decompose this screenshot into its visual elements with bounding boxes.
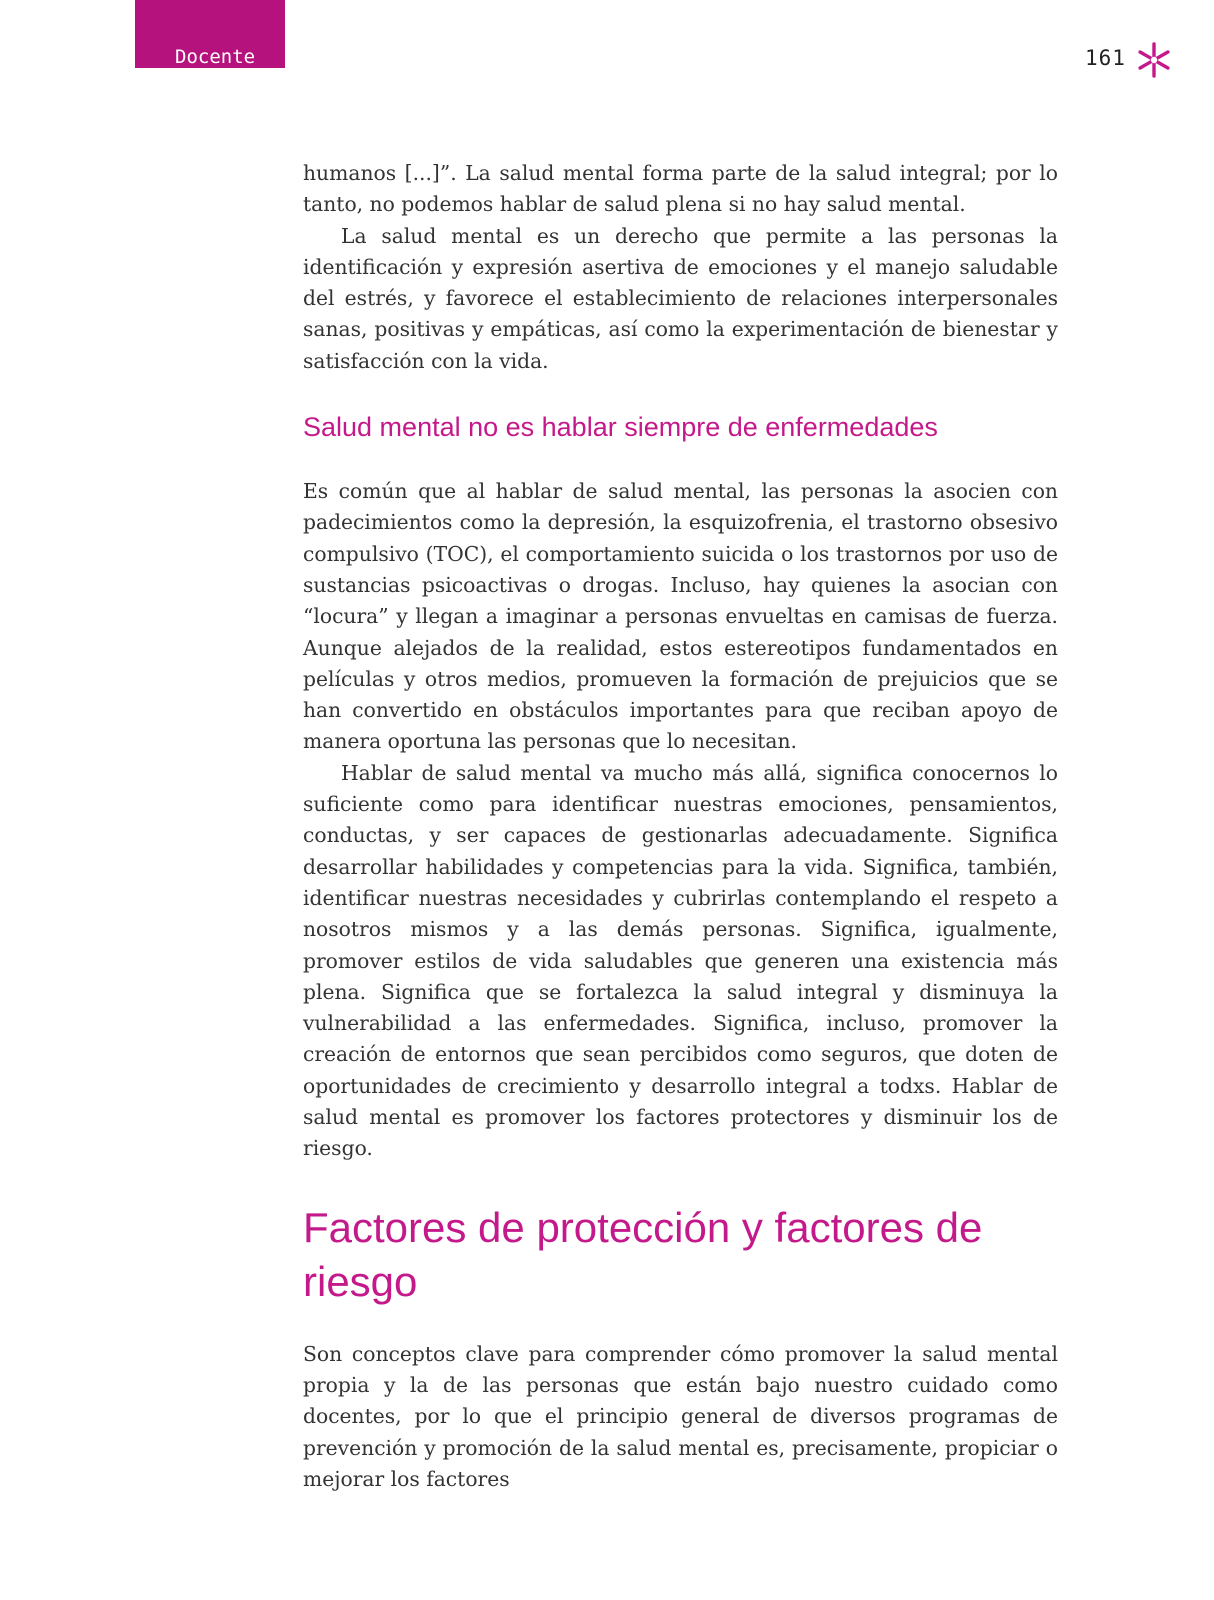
paragraph-1: humanos [...]”. La salud mental forma parte de la salud integral; por lo tanto, no podemos hablar de salud plena si no hay salud mental.: [303, 161, 1058, 217]
page-number: 161: [1085, 46, 1126, 70]
section-tab-label: Docente: [175, 46, 256, 68]
asterisk-icon: [1134, 40, 1174, 80]
section-tab: [135, 0, 285, 68]
paragraph-3: Es común que al hablar de salud mental, las personas la asocien con padecimientos como la depresión, la esquizofrenia, el trastorno obsesivo compulsivo (TOC), el comportamiento suicida o los trastornos por uso de sustancias psicoactivas o drogas. Incluso, hay quienes la asocian con “locura” y llegan a imaginar a personas envueltas en camisas de fuerza. Aunque alejados de la realidad, estos estereotipos fundamentados en películas y otros medios, promueven la formación de prejuicios que se han convertido en obstáculos importantes para que reciban apoyo de manera oportuna las personas que lo necesitan.: [303, 479, 1058, 754]
page-content: [303, 158, 1058, 1495]
paragraph-4: Hablar de salud mental va mucho más allá, significa conocernos lo suficiente como para identificar nuestras emociones, pensamientos, conductas, y ser capaces de gestionarlas adecuadamente. Significa desarrollar habilidades y competencias para la vida. Significa, también, identificar nuestras necesidades y cubrirlas contemplando el respeto a nosotros mismos y a las demás personas. Significa, igualmente, promover estilos de vida saludables que generen una existencia más plena. Significa que se fortalezca la salud integral y disminuya la vulnerabilidad a las enfermedades. Significa, incluso, promover la creación de entornos que sean percibidos como seguros, que doten de oportunidades de crecimiento y desarrollo integral a todxs. Hablar de salud mental es promover los factores protectores y disminuir los de riesgo.: [303, 760, 1058, 1161]
paragraph-5: Son conceptos clave para comprender cómo promover la salud mental propia y la de las personas que están bajo nuestro cuidado como docentes, por lo que el principio general de diversos programas de prevención y promoción de la salud mental es, precisamente, propiciar o mejorar los factores: [303, 1341, 1058, 1491]
section-heading: Factores de protección y factores de riesgo: [303, 1203, 983, 1305]
paragraph-2: La salud mental es un derecho que permite a las personas la identificación y expresión asertiva de emociones y el manejo saludable del estrés, y favorece el establecimiento de relaciones interpersonales sanas, positivas y empáticas, así como la experimentación de bienestar y satisfacción con la vida.: [303, 223, 1058, 373]
subheading: Salud mental no es hablar siempre de enfermedades: [303, 412, 938, 443]
